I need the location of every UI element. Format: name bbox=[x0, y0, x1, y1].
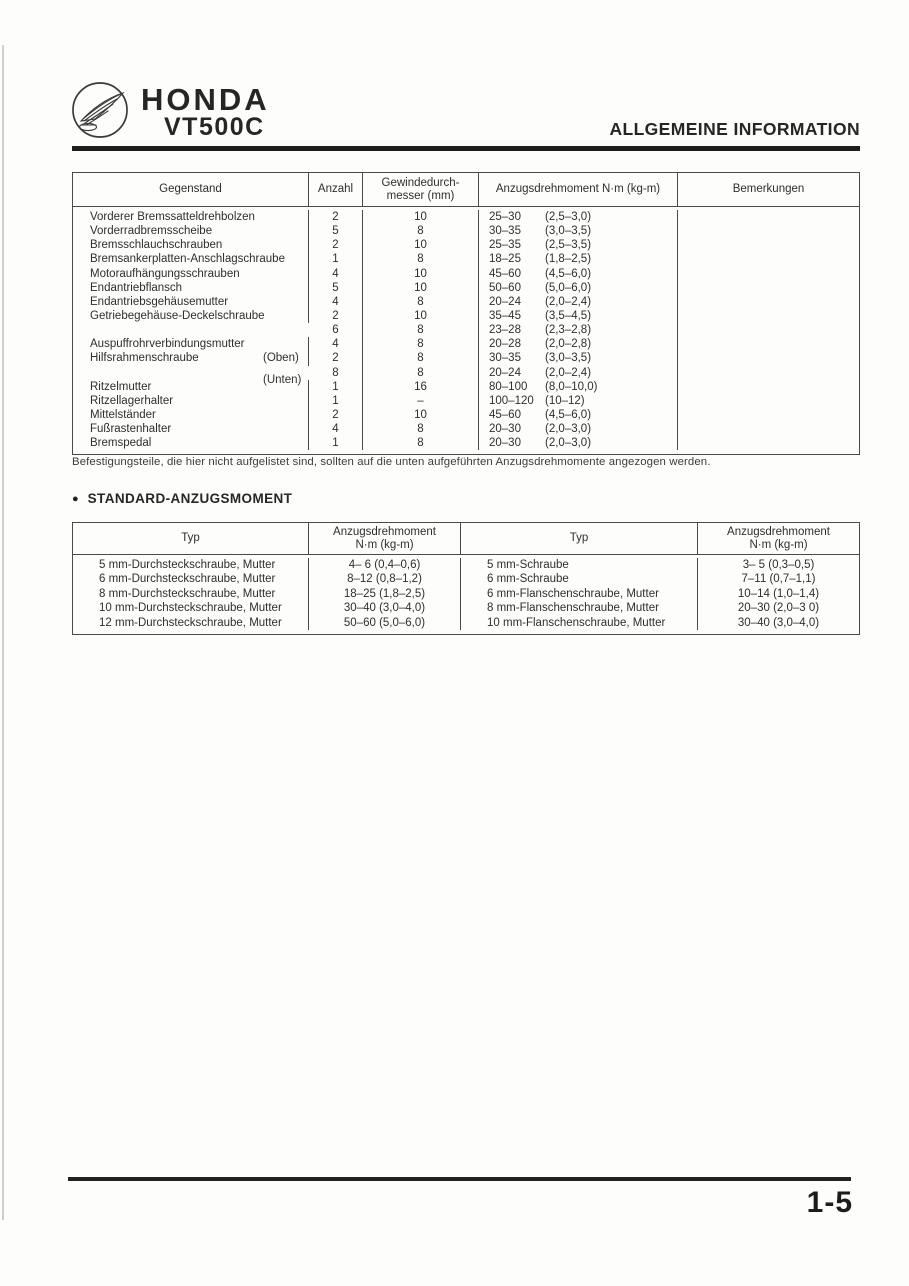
fasteners-note: Befestigungsteile, die hier nicht aufgelistet sind, sollten auf die unten aufgeführten Anzugsdrehmomente angezogen werden. bbox=[72, 456, 711, 468]
standard-torque-table-body bbox=[73, 555, 859, 634]
col-header-gegenstand: Gegenstand bbox=[73, 173, 309, 206]
col-header-typ-left: Typ bbox=[73, 523, 309, 554]
table-row: Getriebegehäuse-Deckelschraube 2 10 35–45 (3,5–4,5) bbox=[73, 309, 859, 323]
standard-torque-table bbox=[72, 522, 860, 635]
col-header-typ-right: Typ bbox=[461, 523, 698, 554]
torque-column-right: 3– 5 (0,3–0,5) 7–11 (0,7–1,1) 10–14 (1,0–1,4) 20–30 (2,0–3 0) 30–40 (3,0–4,0) bbox=[737, 559, 820, 629]
brand-model: VT500C bbox=[164, 113, 265, 141]
table-row: Hilfsrahmenschraube (Oben) 2 8 30–35 (3,0–3,5) bbox=[73, 351, 859, 365]
typ-column-left: 5 mm-Durchsteckschraube, Mutter 6 mm-Durchsteckschraube, Mutter 8 mm-Durchsteckschraube, Mutter 10 mm-Durchsteckschraube, Mutter 12 mm-Durchsteckschraube, Mutter bbox=[73, 558, 309, 630]
table-row: Endantriebflansch 5 10 50–60 (5,0–6,0) bbox=[73, 281, 859, 295]
table-row: Ritzellagerhalter 1 – 100–120 (10–12) bbox=[73, 394, 859, 408]
standard-torque-heading bbox=[72, 491, 292, 506]
table-row: Bremsschlauchschrauben 2 10 25–35 (2,5–3,5) bbox=[73, 238, 859, 252]
torque-spec-table-body bbox=[73, 207, 859, 454]
brand-name: HONDA bbox=[141, 82, 270, 117]
table-row: Bremsankerplatten-Anschlagschraube 1 8 18–25 (1,8–2,5) bbox=[73, 252, 859, 266]
col-header-anzahl: Anzahl bbox=[309, 173, 363, 206]
honda-wing-icon bbox=[70, 80, 130, 140]
standard-torque-title: STANDARD-ANZUGSMOMENT bbox=[87, 491, 293, 506]
table-row: Endantriebsgehäusemutter 4 8 20–24 (2,0–2,4) bbox=[73, 295, 859, 309]
table-row: Mittelständer 2 10 45–60 (4,5–6,0) bbox=[73, 408, 859, 422]
table-row: Fußrastenhalter 4 8 20–30 (2,0–3,0) bbox=[73, 422, 859, 436]
table-row: (Unten) 8 8 20–24 (2,0–2,4) bbox=[73, 366, 859, 380]
torque-spec-table bbox=[72, 172, 860, 455]
torque-spec-table-header bbox=[73, 173, 859, 207]
torque-column-left: 4– 6 (0,4–0,6) 8–12 (0,8–1,2) 18–25 (1,8–2,5) 30–40 (3,0–4,0) 50–60 (5,0–6,0) bbox=[309, 558, 461, 630]
page-number: 1-5 bbox=[806, 1186, 853, 1219]
table-row: 6 8 23–28 (2,3–2,8) bbox=[73, 323, 859, 337]
bullet-icon: ● bbox=[72, 492, 79, 505]
header-rule bbox=[72, 146, 860, 151]
table-row: Auspuffrohrverbindungsmutter 4 8 20–28 (2,0–2,8) bbox=[73, 337, 859, 351]
footer-rule bbox=[68, 1177, 851, 1181]
table-row: Motoraufhängungsschrauben 4 10 45–60 (4,5–6,0) bbox=[73, 267, 859, 281]
col-header-gewinde: Gewindedurch- messer (mm) bbox=[363, 173, 479, 206]
table-row: Bremspedal 1 8 20–30 (2,0–3,0) bbox=[73, 436, 859, 450]
page-title: ALLGEMEINE INFORMATION bbox=[609, 119, 860, 139]
standard-torque-table-header bbox=[73, 523, 859, 555]
table-row: Vorderer Bremssatteldrehbolzen 2 10 25–30 (2,5–3,0) bbox=[73, 210, 859, 224]
table-row: Vorderradbremsscheibe 5 8 30–35 (3,0–3,5) bbox=[73, 224, 859, 238]
col-header-bemerkungen: Bemerkungen bbox=[732, 183, 805, 195]
col-header-torque-left: Anzugsdrehmoment N·m (kg-m) bbox=[309, 523, 461, 554]
typ-column-right: 5 mm-Schraube 6 mm-Schraube 6 mm-Flanschenschraube, Mutter 8 mm-Flanschenschraube, Mutter 10 mm-Flanschenschraube, Mutter bbox=[461, 558, 698, 630]
col-header-torque-right: Anzugsdrehmoment N·m (kg-m) bbox=[727, 525, 830, 551]
scan-artifact-line bbox=[2, 45, 4, 1220]
col-header-anzugsdrehmoment: Anzugsdrehmoment N·m (kg-m) bbox=[479, 173, 678, 206]
table-row: Ritzelmutter 1 16 80–100 (8,0–10,0) bbox=[73, 380, 859, 394]
